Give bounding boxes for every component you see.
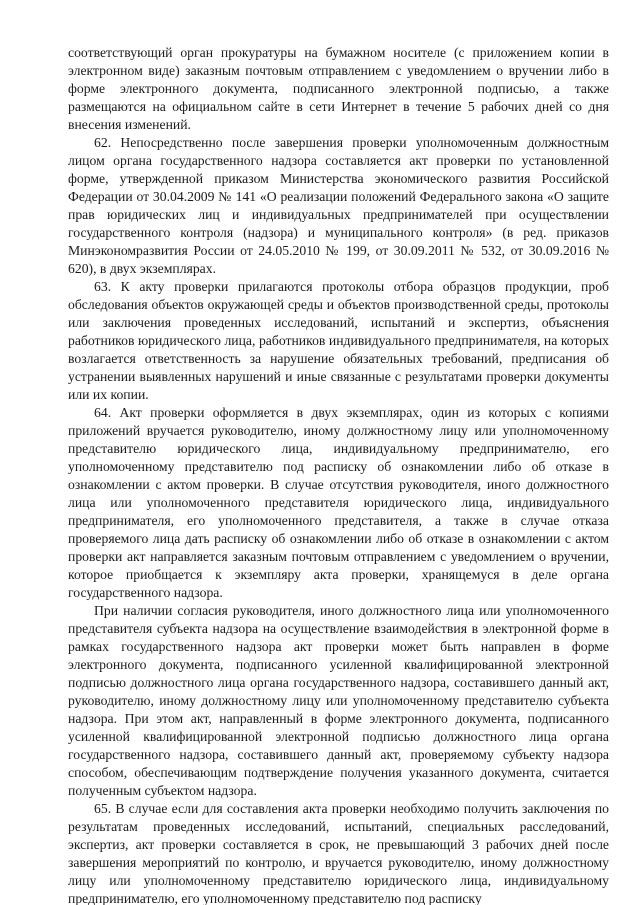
paragraph-64: 64. Акт проверки оформляется в двух экземплярах, один из которых с копиями приложений вручается руководителю, иному должностному лицу или уполномоченному представителю юридического лица, индивидуальному предпринимателю, его уполномоченному представителю под расписку об ознакомлении либо об отказе в ознакомлении с актом проверки. В случае отсутствия руководителя, иного должностного лица или уполномоченного представителя юридического лица, индивидуального предпринимателя, его уполномоченного представителя, а также в случае отказа проверяемого лица дать расписку об ознакомлении либо об отказе в ознакомлении с актом проверки акт направляется заказным почтовым отправлением с уведомлением о вручении, которое приобщается к экземпляру акта проверки, хранящемуся в деле органа государственного надзора. bbox=[68, 405, 609, 600]
paragraph-64-electronic: При наличии согласия руководителя, иного должностного лица или уполномоченного представителя субъекта надзора на осуществление взаимодействия в электронной форме в рамках государственного надзора акт проверки может быть направлен в форме электронного документа, подписанного усиленной квалифицированной электронной подписью должностного лица органа государственного надзора, составившего данный акт, руководителю, иному должностному лицу или уполномоченному представителю субъекта надзора. При этом акт, направленный в форме электронного документа, подписанного усиленной квалифицированной электронной подписью должностного лица органа государственного надзора, составившего данный акт, проверяемому субъекту надзора способом, обеспечивающим подтверждение получения указанного документа, считается полученным субъектом надзора. bbox=[68, 603, 609, 798]
paragraph-continuation: соответствующий орган прокуратуры на бумажном носителе (с приложением копии в электронном виде) заказным почтовым отправлением с уведомлением о вручении либо в форме электронного документа, подписанного электронной подписью, а также размещаются на официальном сайте в сети Интернет в течение 5 рабочих дней со дня внесения изменений. bbox=[68, 45, 609, 132]
paragraph-62: 62. Непосредственно после завершения проверки уполномоченным должностным лицом органа государственного надзора составляется акт проверки по установленной форме, утвержденной приказом Министерства экономического развития Российской Федерации от 30.04.2009 № 141 «О реализации положений Федерального закона «О защите прав юридических лиц и индивидуальных предпринимателей при осуществлении государственного контроля (надзора) и муниципального контроля» (в ред. приказов Минэкономразвития России от 24.05.2010 № 199, от 30.09.2011 № 532, от 30.09.2016 № 620), в двух экземплярах. bbox=[68, 135, 609, 276]
paragraph-63: 63. К акту проверки прилагаются протоколы отбора образцов продукции, проб обследования объектов окружающей среды и объектов производственной среды, протоколы или заключения проведенных исследований, испытаний и экспертиз, объяснения работников юридического лица, работников индивидуального предпринимателя, на которых возлагается ответственность за нарушение обязательных требований, предписания об устранении выявленных нарушений и иные связанные с результатами проверки документы или их копии. bbox=[68, 279, 609, 402]
paragraph-65: 65. В случае если для составления акта проверки необходимо получить заключения по результатам проведенных исследований, испытаний, специальных расследований, экспертиз, акт проверки составляется в срок, не превышающий 3 рабочих дней после завершения мероприятий по контролю, и вручается руководителю, иному должностному лицу или уполномоченному представителю юридического лица, индивидуальному предпринимателю, его уполномоченному представителю под расписку bbox=[68, 801, 609, 905]
